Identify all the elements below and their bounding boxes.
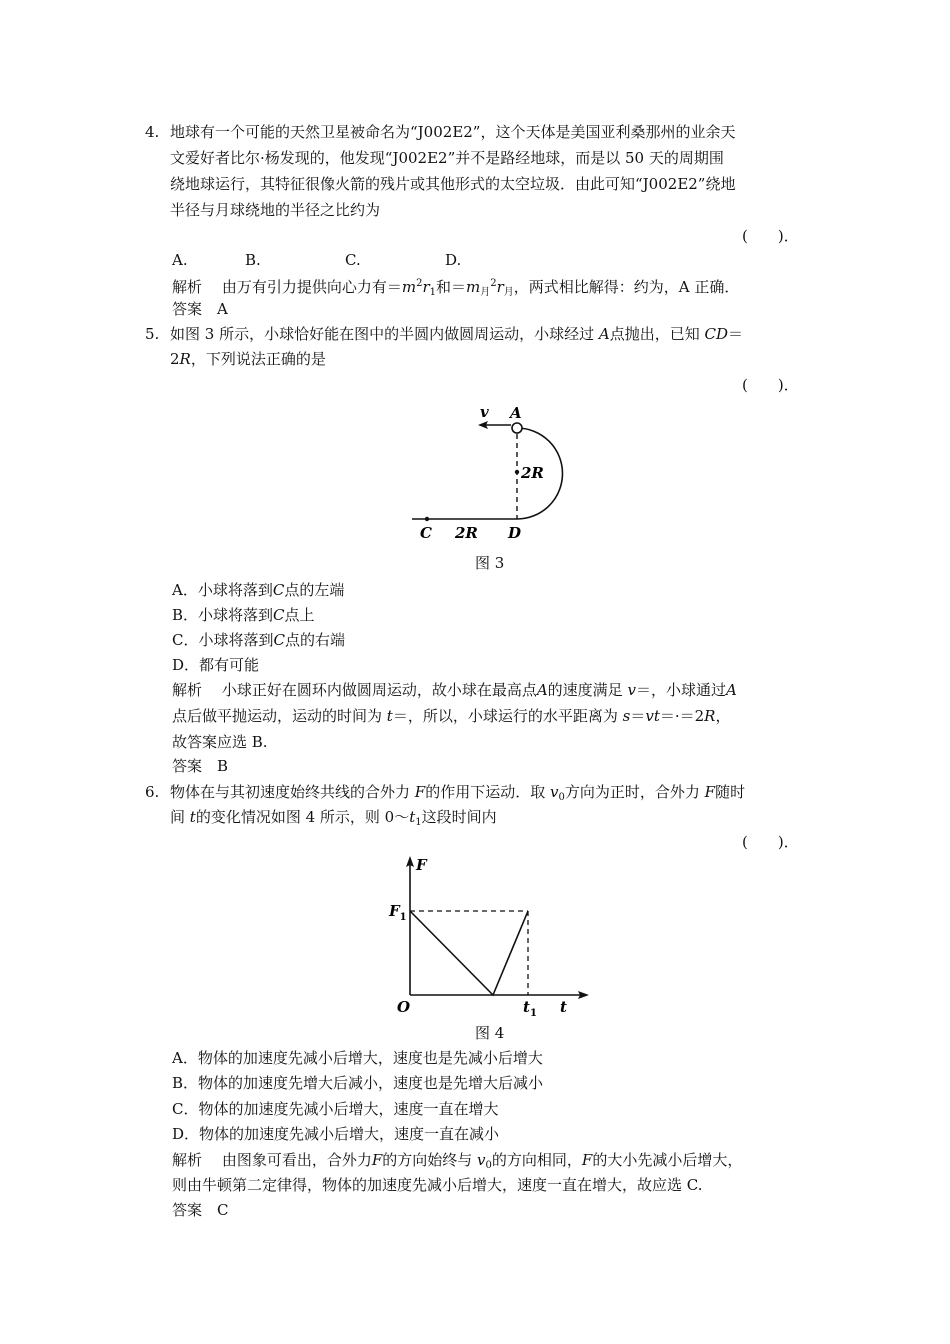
q5-option-b: B．小球将落到C点上 bbox=[172, 606, 315, 624]
q4-answer bbox=[172, 297, 228, 321]
q6-answer-value: C bbox=[217, 1201, 229, 1219]
q5-label-2r-horizontal: 2R bbox=[455, 524, 478, 542]
q4-text-line-1: 地球有一个可能的天然卫星被命名为“J002E2”，这个天体是美国亚利桑那州的业余天 bbox=[170, 123, 736, 141]
q5-label-v: v bbox=[480, 403, 489, 421]
q5-answer-paren: ( )． bbox=[742, 376, 799, 394]
q6-label-t1: $t_1$ bbox=[523, 998, 537, 1017]
q5-analysis-label: 解析 bbox=[172, 681, 203, 699]
q6-option-d: D．物体的加速度先减小后增大，速度一直在减小 bbox=[172, 1125, 500, 1143]
q4-analysis-label: 解析 bbox=[172, 278, 203, 296]
q4-option-a: A. bbox=[172, 251, 188, 269]
q4-text-line-3: 绕地球运行，其特征很像火箭的残片或其他形式的太空垃圾．由此可知“J002E2”绕地 bbox=[170, 175, 736, 193]
q5-option-d: D．都有可能 bbox=[172, 656, 260, 674]
q5-point-c-dot bbox=[425, 517, 429, 521]
q5-analysis-line-1: 解析 小球正好在圆环内做圆周运动，故小球在最高点A的速度满足 v＝，小球通过A bbox=[172, 681, 737, 699]
q6-option-c: C．物体的加速度先减小后增大，速度一直在增大 bbox=[172, 1100, 499, 1118]
q5-label-d: D bbox=[508, 524, 522, 542]
q5-text-line-1: 如图 3 所示，小球恰好能在图中的半圆内做圆周运动，小球经过 A点抛出，已知 CD＝ bbox=[170, 325, 744, 343]
q5-answer-label: 答案 bbox=[172, 757, 203, 775]
q6-figure bbox=[385, 852, 595, 1017]
q6-text-line-2: 间 t的变化情况如图 4 所示，则 $0\sim t_1$这段时间内 bbox=[170, 808, 497, 828]
q5-option-c: C．小球将落到C点的右端 bbox=[172, 631, 345, 649]
q4-option-c: C. bbox=[345, 251, 361, 269]
q5-analysis-line-3: 故答案应选 B. bbox=[172, 733, 268, 751]
q6-analysis-label: 解析 bbox=[172, 1151, 203, 1169]
q5-analysis-line-2: 点后做平抛运动，运动的时间为 t＝，所以，小球运行的水平距离为 s＝vt＝·＝2R， bbox=[172, 707, 731, 725]
q4-answer-value: A bbox=[217, 300, 228, 318]
q4-text-line-4: 半径与月球绕地的半径之比约为 bbox=[170, 201, 381, 219]
q5-figure bbox=[400, 398, 580, 546]
q5-ball bbox=[512, 423, 522, 433]
q5-number: 5. bbox=[145, 325, 160, 343]
q4-analysis: 解析 由万有引力提供向心力有$=m^2r_1$和$=m_月^2r_月$，两式相比解得：约为，A 正确． bbox=[172, 278, 740, 298]
q6-number: 6. bbox=[145, 783, 160, 801]
q6-option-b: B．物体的加速度先增大后减小，速度也是先增大后减小 bbox=[172, 1074, 544, 1092]
q6-answer bbox=[172, 1198, 229, 1222]
q6-label-f1: $F_1$ bbox=[389, 902, 407, 923]
q5-label-2r-vertical: 2R bbox=[521, 464, 544, 482]
q6-force-curve bbox=[410, 911, 528, 995]
q5-answer-value: B bbox=[217, 757, 229, 775]
q4-answer-paren: ( )． bbox=[742, 227, 799, 245]
q6-label-o: O bbox=[397, 998, 411, 1016]
q5-center-dot bbox=[515, 470, 519, 474]
q5-text-line-2: 2R，下列说法正确的是 bbox=[170, 350, 326, 368]
q4-answer-label: 答案 bbox=[172, 300, 203, 318]
q4-option-b: B. bbox=[245, 251, 261, 269]
q5-label-a: A bbox=[510, 404, 522, 422]
q4-text-line-2: 文爱好者比尔·杨发现的，他发现“J002E2”并不是路经地球，而是以 50 天的周期围 bbox=[170, 149, 724, 167]
q6-answer-paren: ( )． bbox=[742, 833, 799, 851]
q6-answer-label: 答案 bbox=[172, 1201, 203, 1219]
q6-analysis-line-1: 解析 由图象可看出，合外力F的方向始终与 $v_0$的方向相同，F的大小先减小后增大， bbox=[172, 1151, 743, 1171]
q5-figure-caption: 图 3 bbox=[475, 554, 505, 572]
q5-option-a: A．小球将落到C点的左端 bbox=[172, 581, 345, 599]
q6-label-t: t bbox=[560, 998, 567, 1016]
q6-label-f: F bbox=[416, 856, 427, 874]
q6-figure-caption: 图 4 bbox=[475, 1024, 505, 1042]
q4-option-d: D. bbox=[445, 251, 462, 269]
q5-label-c: C bbox=[420, 524, 432, 542]
q6-option-a: A．物体的加速度先减小后增大，速度也是先减小后增大 bbox=[172, 1049, 543, 1067]
q6-analysis-line-2: 则由牛顿第二定律得，物体的加速度先减小后增大，速度一直在增大，故应选 C. bbox=[172, 1176, 703, 1194]
q4-number: 4. bbox=[145, 123, 160, 141]
q5-answer bbox=[172, 754, 228, 778]
q6-text-line-1: 物体在与其初速度始终共线的合外力 F的作用下运动．取 $v_0$方向为正时，合外力 F随时 bbox=[170, 783, 746, 803]
